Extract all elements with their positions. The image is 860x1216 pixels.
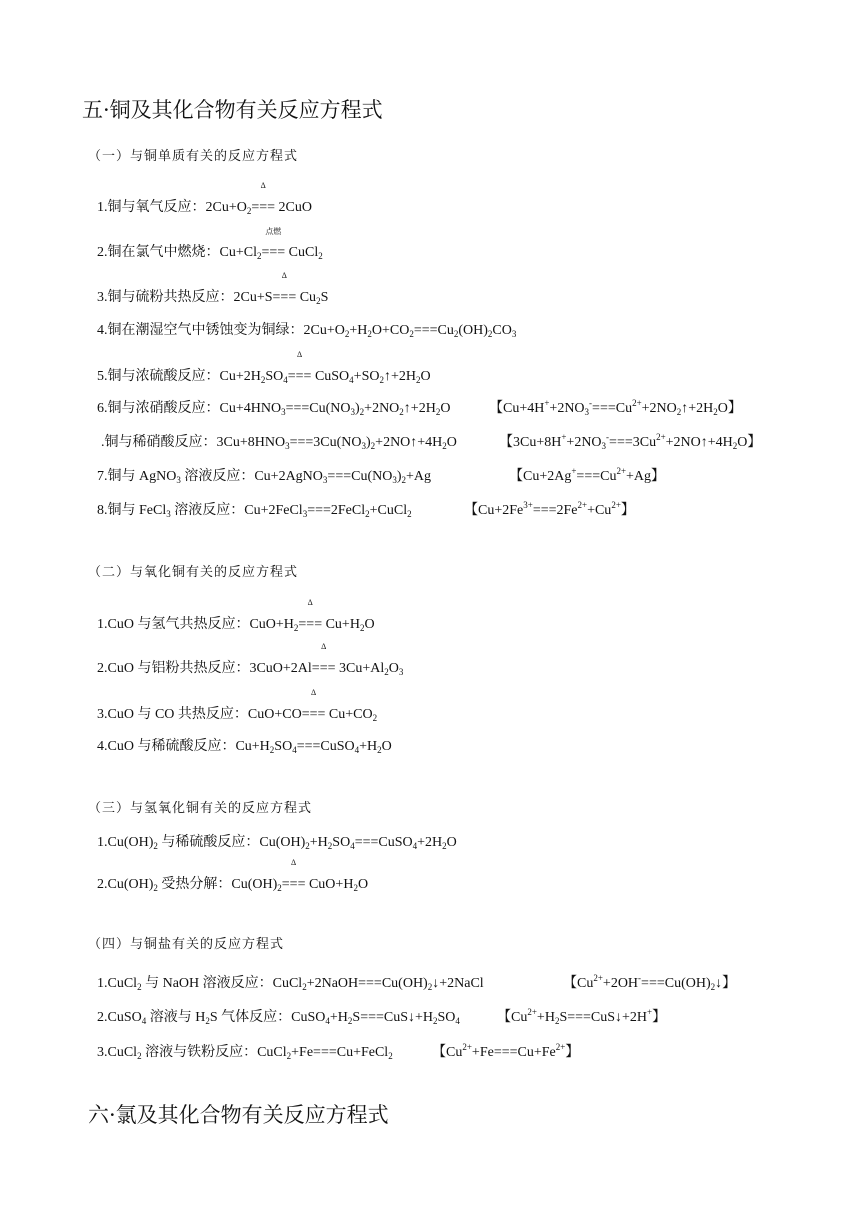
- subsection-2-title: （二）与氧化铜有关的反应方程式: [88, 565, 299, 580]
- ionic-equation-1-6: 【$Cu+4H^++2NO_3^-===Cu^{2+}+2NO_2↑+2H_2O$】: [489, 398, 742, 417]
- equation-3-1: $1.Cu(OH)_2$ 与稀硫酸反应：$Cu(OH)_2+H_2SO_4===CuSO_4+2H_2O$: [97, 835, 457, 851]
- reaction-condition: Δ ===: [272, 271, 297, 305]
- section-6-heading: 六·氯及其化合物有关反应方程式: [88, 1103, 389, 1127]
- equation-1-2: 2.铜在氯气中燃烧：$Cu+Cl_2$ 点燃 === CuCl$_2$: [97, 227, 323, 261]
- equation-1-1: 1.铜与氧气反应：$2Cu+O_2$ Δ === 2CuO: [97, 181, 312, 216]
- reaction-condition: Δ ===: [251, 181, 276, 215]
- equation-2-2: 2.CuO 与铝粉共热反应：3CuO+2Al Δ === $3Cu+Al_2O_3$: [97, 642, 404, 677]
- subsection-4-title: （四）与铜盐有关的反应方程式: [88, 937, 285, 952]
- equation-1-3: 3.铜与硫粉共热反应：2Cu+S Δ === $Cu_2S$: [97, 271, 329, 306]
- equation-1-5: 5.铜与浓硫酸反应：$Cu+2H_2SO_4$ Δ === $CuSO_4+SO_2↑+2H_2O$: [97, 350, 431, 385]
- equation-1-8: 8.铜与 FeCl$_3$ 溶液反应：Cu+2FeCl$_3$===2FeCl$_2$+CuCl$_2$: [97, 503, 412, 519]
- reaction-condition: Δ ===: [281, 858, 306, 892]
- subsection-3-title: （三）与氢氧化铜有关的反应方程式: [88, 801, 313, 816]
- equation-4-3: 3.CuCl$_2$ 溶液与铁粉反应：CuCl$_2$+Fe===Cu+FeCl$_2$: [97, 1045, 393, 1061]
- equation-4-2: 2.CuSO$_4$ 溶液与 $H_2S$ 气体反应：$CuSO_4+H_2S===CuS↓+H_2SO_4$: [97, 1010, 460, 1026]
- reaction-condition: Δ ===: [298, 598, 323, 632]
- ionic-equation-4-3: 【$Cu^{2+}+Fe===Cu+Fe^{2+}$】: [432, 1042, 580, 1060]
- section-5-heading: 五·铜及其化合物有关反应方程式: [82, 98, 383, 122]
- equation-2-1: 1.CuO 与氢气共热反应：$CuO+H_2$ Δ === $Cu+H_2O$: [97, 598, 375, 633]
- equation-1-6b: .铜与稀硝酸反应：$3Cu+8HNO_3===3Cu(NO_3)_2+2NO↑+4H_2O$: [101, 435, 457, 451]
- ionic-equation-1-7: 【$Cu+2Ag^+===Cu^{2+}+Ag$】: [509, 466, 666, 484]
- equation-2-4: 4.CuO 与稀硫酸反应：$Cu+H_2SO_4===CuSO_4+H_2O$: [97, 739, 392, 755]
- reaction-condition: Δ ===: [311, 642, 336, 676]
- equation-1-4: 4.铜在潮湿空气中锈蚀变为铜绿：$2Cu+O_2+H_2O+CO_2===Cu_2(OH)_2CO_3$: [97, 323, 517, 339]
- reaction-condition: Δ ===: [301, 688, 326, 722]
- equation-1-6: 6.铜与浓硝酸反应：$Cu+4HNO_3===Cu(NO_3)_2+2NO_2↑+2H_2O$: [97, 401, 451, 417]
- subsection-1-title: （一）与铜单质有关的反应方程式: [88, 149, 299, 164]
- ionic-equation-1-8: 【$Cu+2Fe^{3+}===2Fe^{2+}+Cu^{2+}$】: [464, 500, 635, 518]
- ionic-equation-4-2: 【$Cu^{2+}+H_2S===CuS↓+2H^+$】: [497, 1007, 667, 1026]
- equation-2-3: 3.CuO 与 CO 共热反应：CuO+CO Δ === $Cu+CO_2$: [97, 688, 378, 723]
- equation-3-2: $2.Cu(OH)_2$ 受热分解：$Cu(OH)_2$ Δ === $CuO+H_2O$: [97, 858, 369, 893]
- reaction-condition: 点燃 ===: [261, 227, 286, 260]
- ionic-equation-1-6b: 【$3Cu+8H^++2NO_3^-===3Cu^{2+}+2NO↑+4H_2O$】: [499, 432, 762, 451]
- reaction-condition: Δ ===: [287, 350, 312, 384]
- equation-1-7: 7.铜与 AgNO$_3$ 溶液反应：$Cu+2AgNO_3===Cu(NO_3)_2+Ag$: [97, 469, 432, 485]
- ionic-equation-4-1: 【$Cu^{2+}+2OH^-===Cu(OH)_2↓$】: [563, 973, 737, 992]
- equation-4-1: 1.CuCl$_2$ 与 NaOH 溶液反应：$CuCl_2+2NaOH===Cu(OH)_2↓+2NaCl$: [97, 976, 484, 992]
